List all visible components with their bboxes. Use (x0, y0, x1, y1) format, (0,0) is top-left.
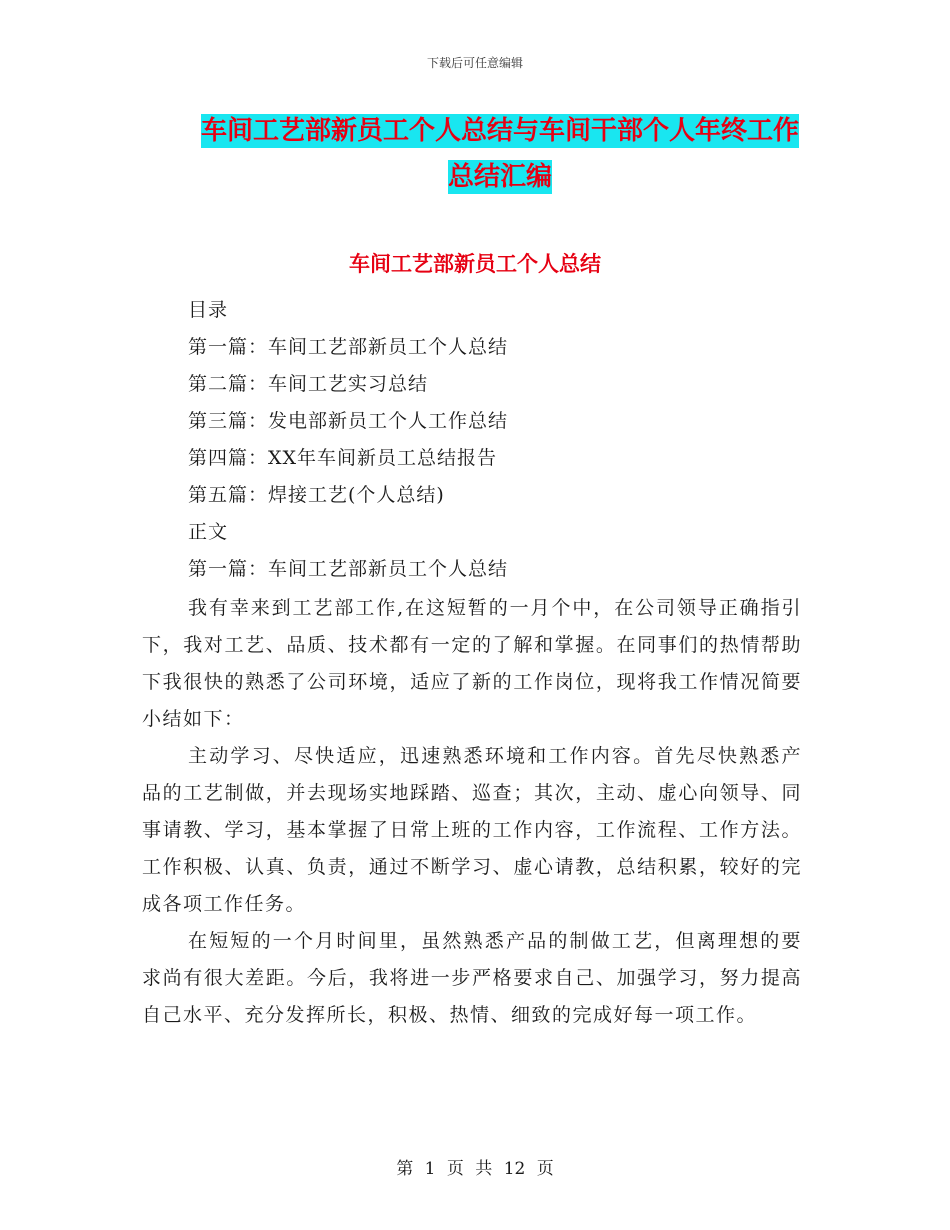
paragraph: 主动学习、尽快适应，迅速熟悉环境和工作内容。首先尽快熟悉产品的工艺制做，并去现场实地踩踏、巡查；其次，主动、虚心向领导、同事请教、学习，基本掌握了日常上班的工作内容，工作流程、工作方法。工作积极、认真、负责，通过不断学习、虚心请教，总结积累，较好的完成各项工作任务。 (142, 745, 802, 915)
page-footer: 第 1 页 共 12 页 (396, 1159, 554, 1179)
toc-item: 第二篇：车间工艺实习总结 (188, 373, 429, 395)
body-text (142, 590, 802, 1034)
body-heading: 正文 (188, 521, 229, 543)
document-title-line-1: 车间工艺部新员工个人总结与车间干部个人年终工作 (200, 116, 799, 146)
toc-item: 第四篇：XX年车间新员工总结报告 (188, 447, 498, 469)
document-title (120, 108, 880, 200)
toc-item: 第一篇：车间工艺部新员工个人总结 (188, 336, 509, 358)
chapter-heading: 第一篇：车间工艺部新员工个人总结 (188, 558, 509, 580)
paragraph: 在短短的一个月时间里，虽然熟悉产品的制做工艺，但离理想的要求尚有很大差距。今后，我将进一步严格要求自己、加强学习，努力提高自己水平、充分发挥所长，积极、热情、细致的完成好每一项工作。 (142, 930, 802, 1026)
toc-item: 第三篇：发电部新员工个人工作总结 (188, 410, 509, 432)
header-note: 下载后可任意编辑 (426, 56, 523, 70)
toc-item: 第五篇：焊接工艺(个人总结) (188, 484, 445, 506)
document-title-line-2: 总结汇编 (447, 162, 552, 192)
table-of-contents (188, 292, 508, 588)
toc-heading: 目录 (188, 299, 229, 321)
section-title: 车间工艺部新员工个人总结 (349, 252, 601, 276)
paragraph: 我有幸来到工艺部工作,在这短暂的一月个中，在公司领导正确指引下，我对工艺、品质、技术都有一定的了解和掌握。在同事们的热情帮助下我很快的熟悉了公司环境，适应了新的工作岗位，现将我工作情况简要小结如下： (142, 597, 802, 730)
